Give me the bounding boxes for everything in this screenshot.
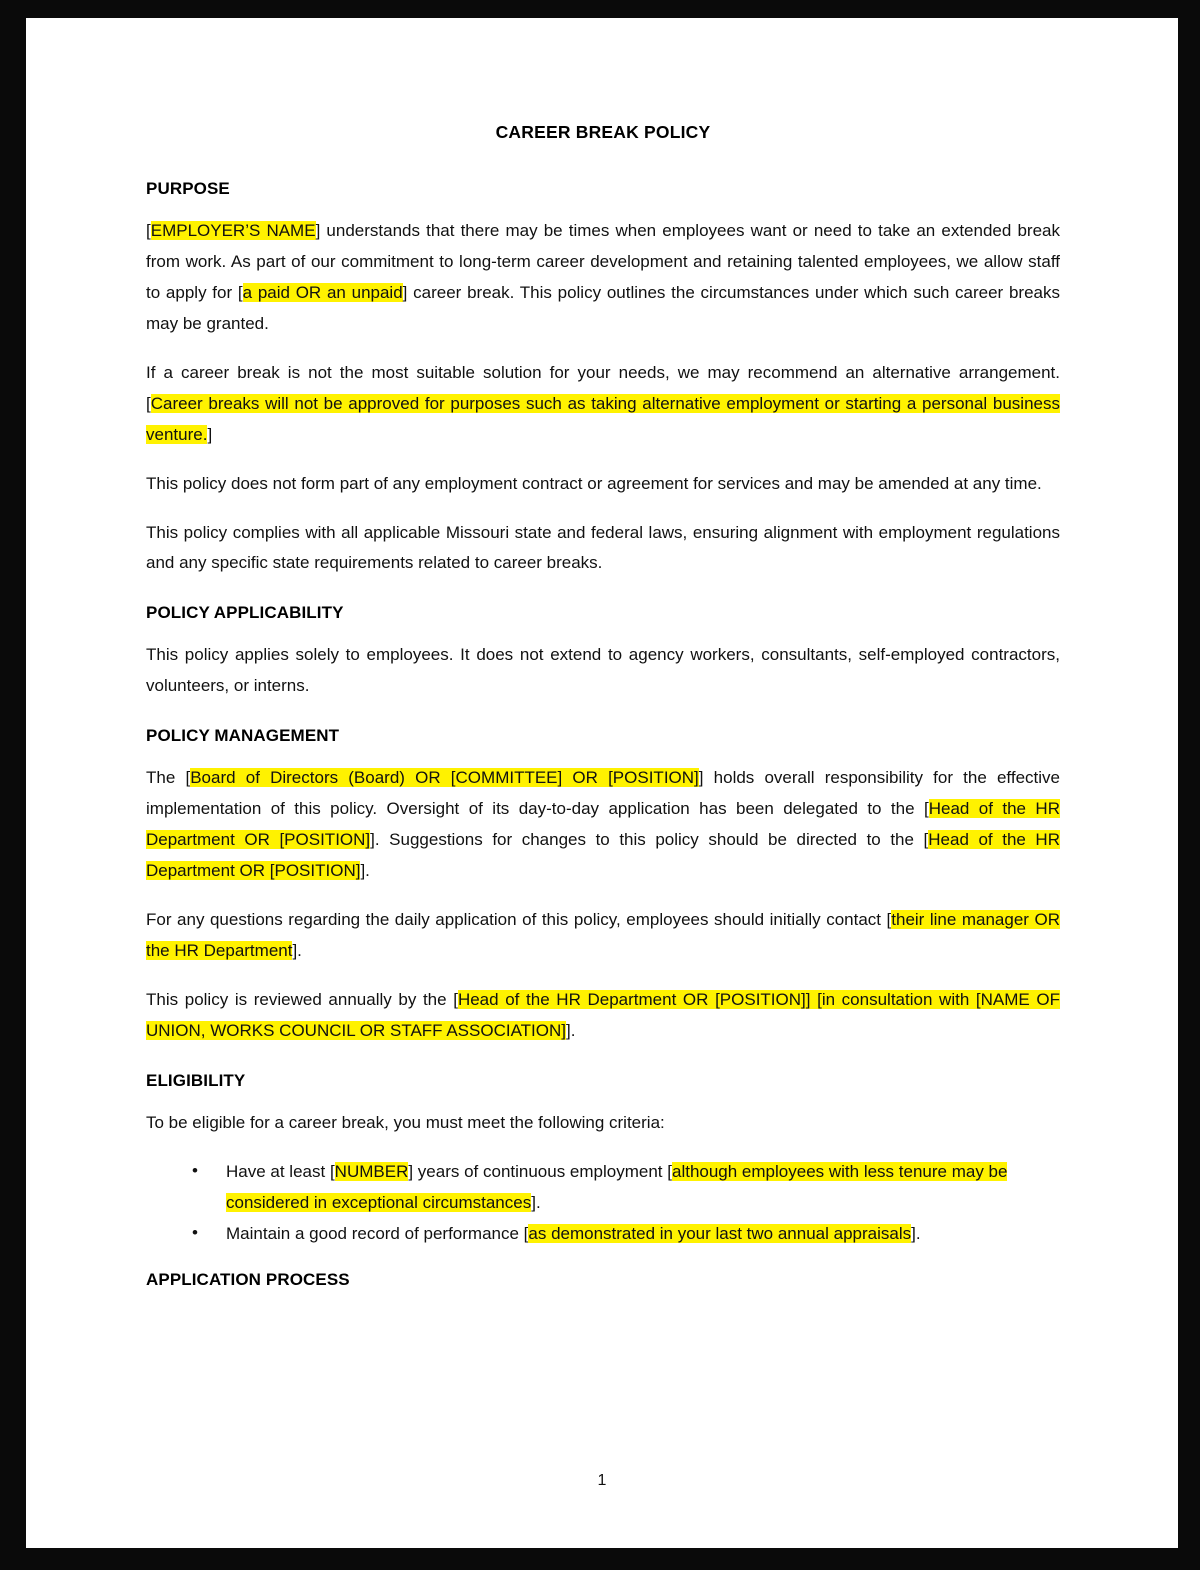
highlight-review-responsibility: Head of the HR Department OR [POSITION]] [in consultation with [NAME OF UNION, WORKS COUNCIL OR STAFF ASSOCIATION] — [146, 989, 1060, 1040]
list-item — [192, 1157, 1060, 1219]
highlight-appraisals: as demonstrated in your last two annual appraisals — [528, 1223, 912, 1243]
highlight-employer-name: EMPLOYER’S NAME — [150, 221, 316, 240]
document-page — [26, 18, 1178, 1548]
text-fragment: If a career break is not the most suitable solution for your needs, we may recommend an alternative arrangement. [ — [146, 362, 1060, 413]
eligibility-criteria-list — [146, 1157, 1060, 1250]
text-fragment: This policy is reviewed annually by the [ — [146, 989, 458, 1009]
text-fragment: For any questions regarding the daily application of this policy, employees should initially contact [ — [146, 910, 892, 929]
policy-applicability-paragraph-1: This policy applies solely to employees. It does not extend to agency workers, consultants, self-employed contractors, volunteers, or interns. — [146, 645, 1060, 696]
purpose-paragraph-4: This policy complies with all applicable Missouri state and federal laws, ensuring alignment with employment regulations and any specific state requirements related to career breaks. — [146, 522, 1060, 573]
text-fragment: ] understands that there may be times when employees want or need to take an extended break from work. As part of our commitment to long-term career development and retaining talented employees, we allow staff to apply for [ — [146, 221, 1060, 302]
text-fragment: [ — [146, 221, 151, 240]
text-fragment: ]. — [360, 861, 370, 881]
text-fragment: The [ — [146, 768, 191, 788]
text-fragment: Have at least [ — [226, 1161, 335, 1181]
section-heading-policy-applicability: POLICY APPLICABILITY — [146, 603, 344, 623]
highlight-less-tenure-exception: although employees with less tenure may be considered in exceptional circumstances — [226, 1161, 1008, 1212]
page-title: CAREER BREAK POLICY — [495, 122, 711, 142]
highlight-line-manager-or-hr: their line manager OR the HR Department — [146, 910, 1060, 960]
text-fragment: ]. — [566, 1020, 576, 1040]
policy-management-paragraph-1 — [146, 763, 1060, 887]
text-fragment: ] career break. This policy outlines the circumstances under which such career breaks may be granted. — [146, 282, 1060, 333]
text-fragment: ] — [207, 424, 213, 444]
purpose-paragraph-3: This policy does not form part of any employment contract or agreement for services and may be amended at any time. — [146, 473, 1042, 493]
section-heading-application-process: APPLICATION PROCESS — [146, 1269, 350, 1289]
text-fragment: ] holds overall responsibility for the effective implementation of this policy. Oversight of its day-to-day application has been delegated to the [ — [146, 768, 1060, 819]
text-fragment: ]. — [292, 940, 302, 960]
page-number: 1 — [597, 1472, 607, 1489]
text-fragment: Maintain a good record of performance [ — [226, 1223, 529, 1243]
highlight-hr-head-position-2: Head of the HR Department OR [POSITION] — [146, 830, 1060, 881]
text-fragment: ]. — [531, 1192, 541, 1212]
text-fragment: ] years of continuous employment [ — [408, 1161, 672, 1181]
highlight-not-approved-purposes: Career breaks will not be approved for purposes such as taking alternative employment or starting a personal business venture. — [146, 393, 1060, 444]
purpose-paragraph-2 — [146, 358, 1060, 451]
text-fragment: ]. Suggestions for changes to this policy should be directed to the [ — [370, 830, 929, 850]
highlight-hr-head-position-1: Head of the HR Department OR [POSITION] — [146, 799, 1060, 850]
purpose-paragraph-1 — [146, 216, 1060, 340]
policy-management-paragraph-2 — [146, 905, 1060, 967]
highlight-number: NUMBER — [334, 1161, 409, 1181]
section-heading-purpose: PURPOSE — [146, 179, 230, 198]
highlight-paid-or-unpaid: a paid OR an unpaid — [242, 282, 403, 302]
section-heading-policy-management: POLICY MANAGEMENT — [146, 726, 340, 746]
list-item — [192, 1219, 1060, 1250]
section-heading-eligibility: ELIGIBILITY — [146, 1070, 246, 1090]
eligibility-intro: To be eligible for a career break, you must meet the following criteria: — [146, 1112, 665, 1132]
policy-management-paragraph-3 — [146, 985, 1060, 1047]
text-fragment: ]. — [911, 1223, 921, 1243]
highlight-board-committee-position: Board of Directors (Board) OR [COMMITTEE] OR [POSITION] — [190, 768, 699, 788]
